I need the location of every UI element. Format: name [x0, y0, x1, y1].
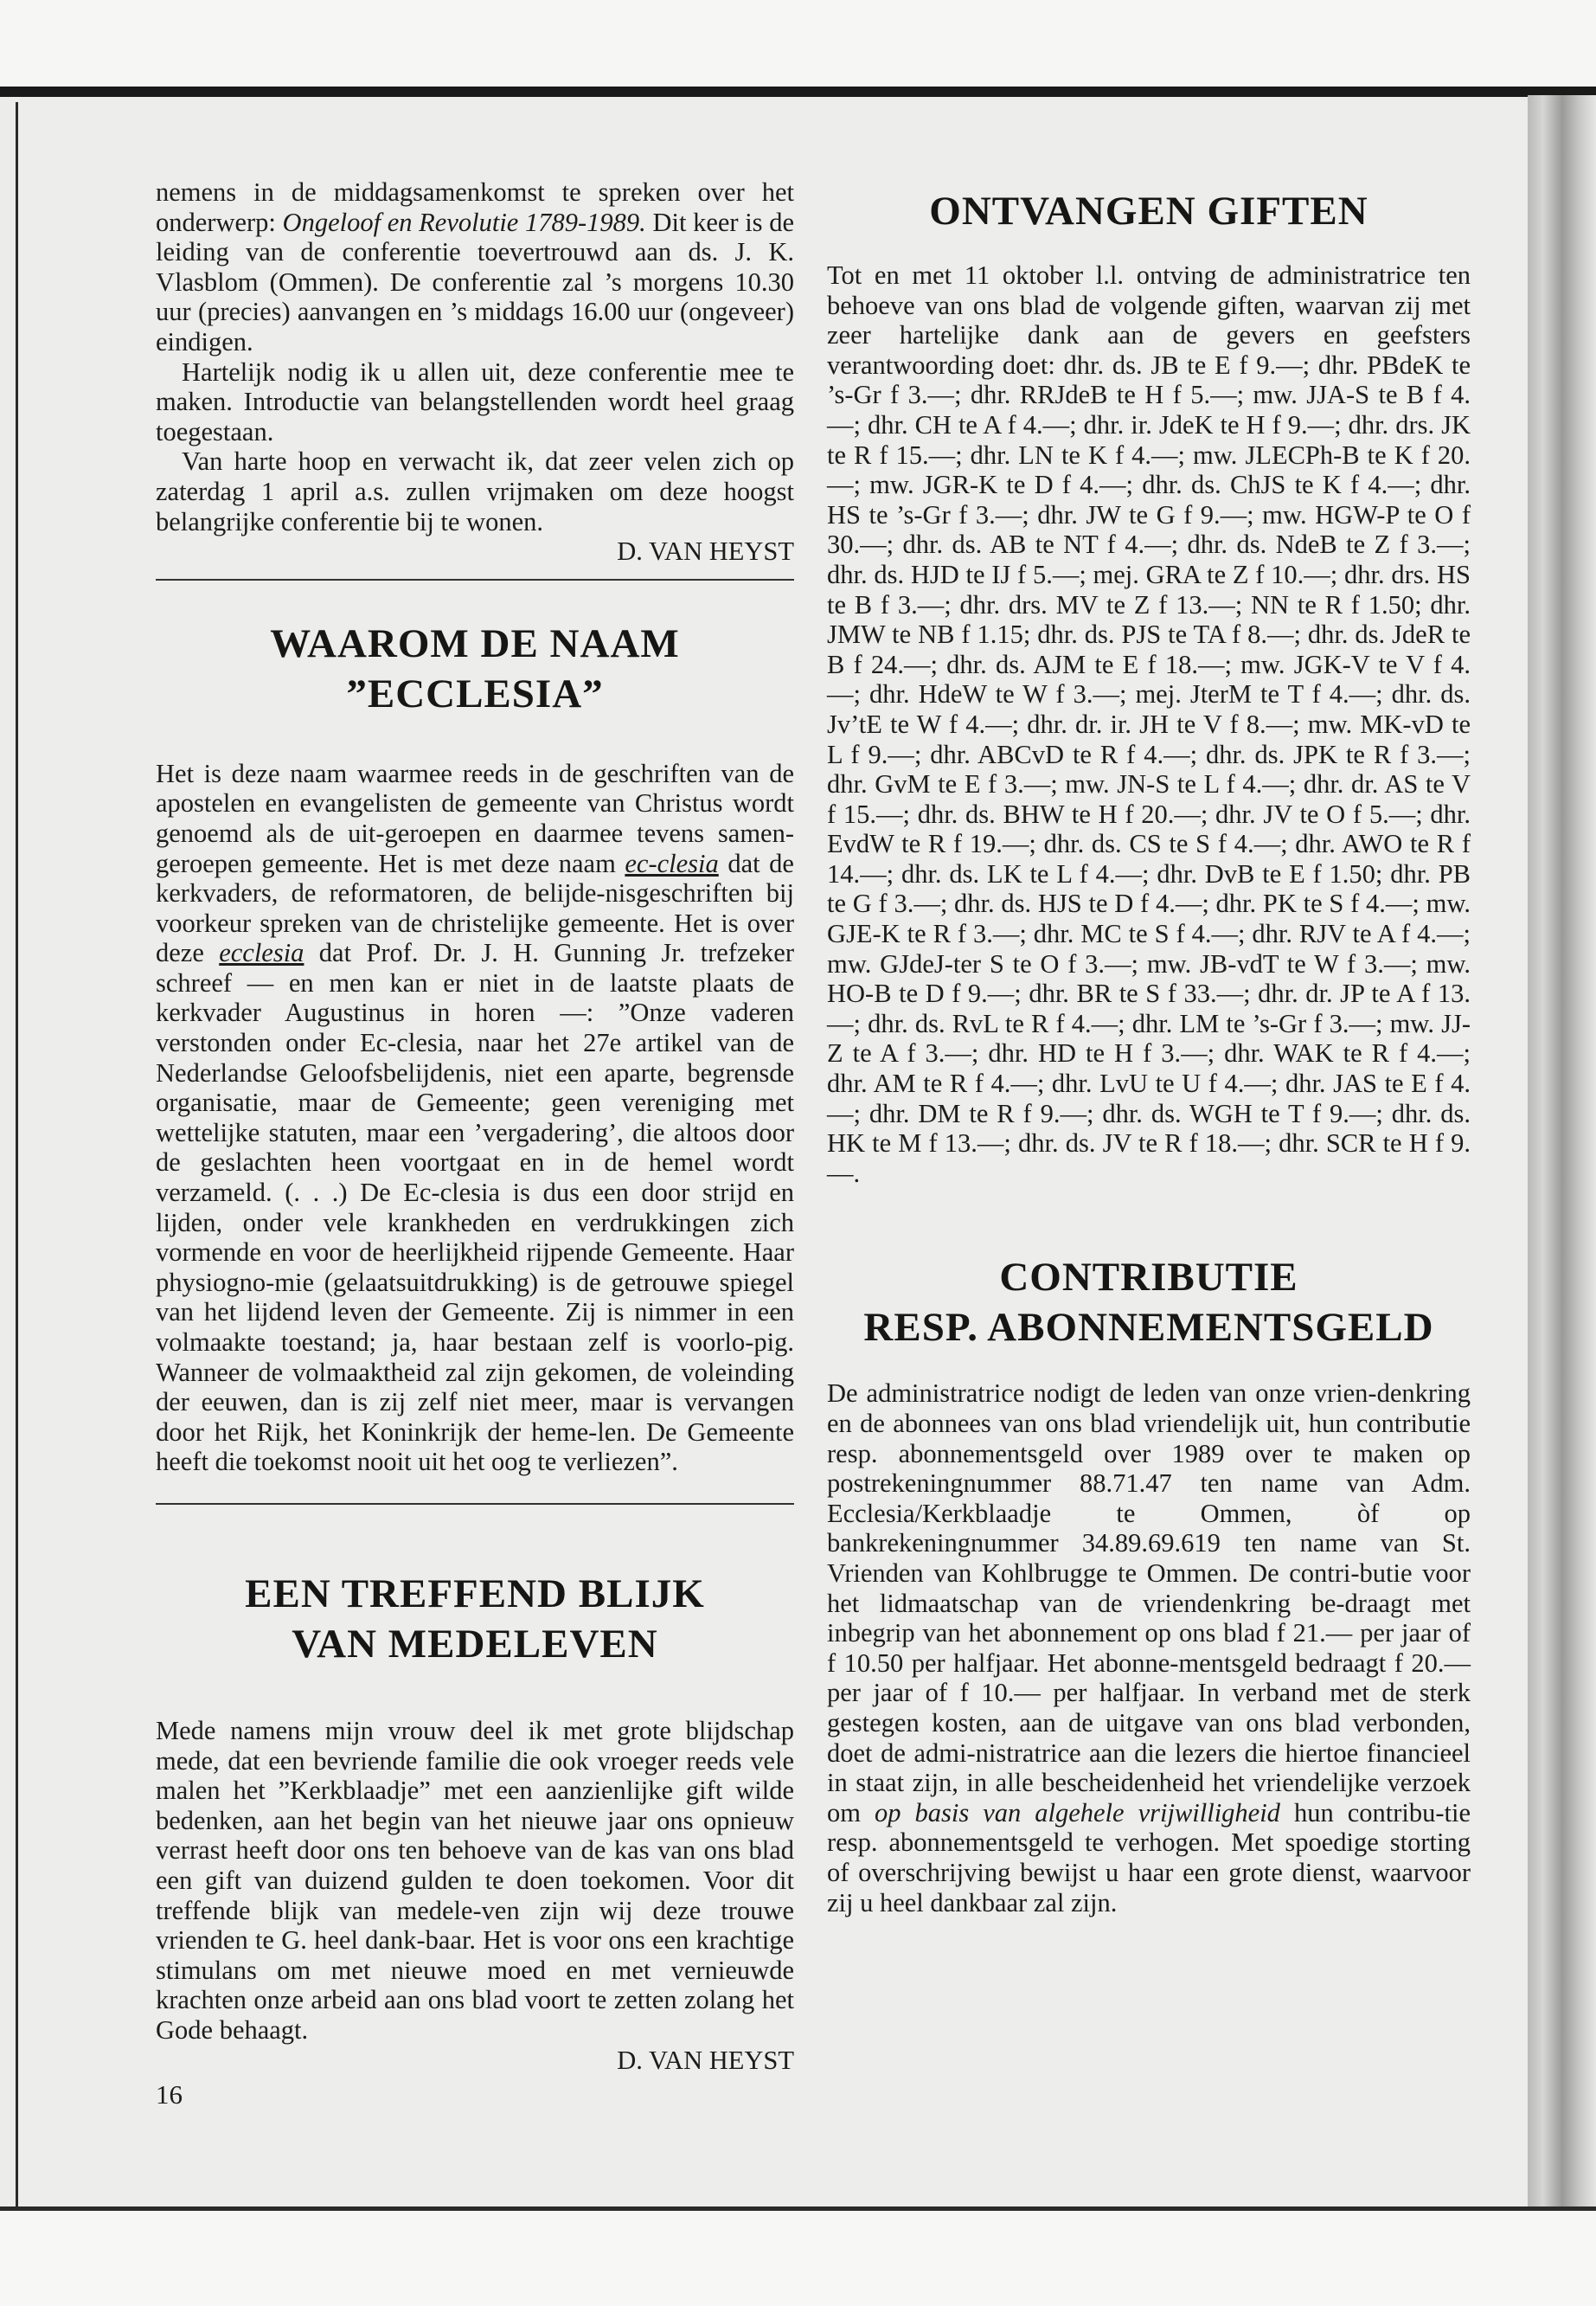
scan-top-border	[0, 0, 1596, 97]
intro-paragraph-3: Van harte hoop en verwacht ik, dat zeer velen zich op zaterdag 1 april a.s. zullen vrijmaken om deze hoogst belangrijke conferentie bij te wonen.	[156, 446, 794, 536]
ecclesia-italic-1: ec-clesia	[625, 848, 719, 878]
page-edge-shadow	[1528, 95, 1596, 2215]
scan-bottom-border	[0, 2206, 1596, 2306]
page-number: 16	[156, 2079, 183, 2110]
ontvangen-body: Tot en met 11 oktober l.l. ontving de administratrice ten behoeve van ons blad de volgende giften, waarvan zij met zeer hartelijke dank aan de gevers en geefsters verantwoording doet: dhr. ds. JB te E f 9.—; dhr. PBdeK te ’s-Gr f 3.—; dhr. RRJdeB te H f 5.—; mw. JJA-S te B f 4.—; dhr. CH te A f 4.—; dhr. ir. JdeK te H f 9.—; dhr. drs. JK te R f 15.—; dhr. LN te K f 4.—; mw. JLECPh-B te K f 20.—; mw. JGR-K te D f 4.—; dhr. ds. ChJS te K f 4.—; dhr. HS te ’s-Gr f 3.—; dhr. JW te G f 9.—; mw. HGW-P te O f 30.—; dhr. ds. AB te NT f 4.—; dhr. ds. NdeB te Z f 3.—; dhr. ds. HJD te IJ f 5.—; mej. GRA te Z f 10.—; dhr. drs. HS te B f 3.—; dhr. drs. MV te Z f 13.—; NN te R f 1.50; dhr. JMW te NB f 1.15; dhr. ds. PJS te TA f 8.—; dhr. ds. JdeR te B f 24.—; dhr. ds. AJM te E f 18.—; mw. JGK-V te V f 4.—; dhr. HdeW te W f 3.—; mej. JterM te T f 4.—; dhr. ds. Jv’tE te W f 4.—; dhr. dr. ir. JH te V f 8.—; mw. MK-vD te L f 9.—; dhr. ABCvD te R f 4.—; dhr. ds. JPK te R f 3.—; dhr. GvM te E f 3.—; mw. JN-S te L f 4.—; dhr. dr. AS te V f 15.—; dhr. ds. BHW te H f 20.—; dhr. JV te O f 5.—; dhr. EvdW te R f 19.—; dhr. ds. CS te S f 4.—; dhr. AWO te R f 14.—; dhr. ds. LK te L f 4.—; dhr. DvB te E f 1.50; dhr. PB te G f 3.—; dhr. ds. HJS te D f 4.—; dhr. PK te S f 4.—; mw. GJE-K te R f 3.—; dhr. MC te S f 4.—; dhr. RJV te A f 4.—; mw. GJdeJ-ter S te O f 3.—; mw. JB-vdT te W f 3.—; mw. HO-B te D f 9.—; dhr. BR te S f 33.—; dhr. dr. JP te A f 13.—; dhr. ds. RvL te R f 4.—; dhr. LM te ’s-Gr f 3.—; mw. JJ-Z te A f 3.—; dhr. HD te H f 3.—; dhr. WAK te R f 4.—; dhr. AM te R f 4.—; dhr. LvU te U f 4.—; dhr. JAS te E f 4.—; dhr. DM te R f 9.—; dhr. ds. WGH te T f 9.—; dhr. ds. HK te M f 13.—; dhr. ds. JV te R f 18.—; dhr. SCR te H f 9.—.	[827, 260, 1471, 1188]
waarom-body: Het is deze naam waarmee reeds in de geschriften van de apostelen en evangelisten de gemeente van Christus wordt genoemd als de uit-geroepen en daarmee tevens samen-geroepen gemeente. Het is met deze naam ec-clesia dat de kerkvaders, de reformatoren, de belijde-nisgeschriften bij voorkeur spreken van de christelijke gemeente. Het is over deze ecclesia dat Prof. Dr. J. H. Gunning Jr. trefzeker schreef — en men kan er niet in de laatste plaats de kerkvader Augustinus in horen —: ”Onze vaderen verstonden onder Ec-clesia, naar het 27e artikel van de Nederlandse Geloofsbelijdenis, niet een aparte, begrensde organisatie, maar de Gemeente; geen vereniging met wettelijke statuten, maar een ’vergadering’, die altoos door de geslachten heen voortgaat en in de hemel wordt verzameld. (. . .) De Ec-clesia is dus een door strijd en lijden, onder vele krankheden en verdrukkingen zich vormende en voor de heerlijkheid rijpende Gemeente. Haar physiogno-mie (gelaatsuitdrukking) is de getrouwe spiegel van het lijdend leven der Gemeente. Zij is nimmer in een volmaakte toestand; ja, haar bestaan zelf is voorlo-pig. Wanneer de volmaaktheid zal zijn gekomen, de voleinding der eeuwen, dan is zij zelf niet meer, maar is vervangen door het Rijk, het Koninkrijk der heme-len. De Gemeente heeft die toekomst nooit uit het oog te verliezen”.	[156, 758, 794, 1477]
treffend-signature: D. VAN HEYST	[617, 2045, 794, 2075]
treffend-body: Mede namens mijn vrouw deel ik met grote blijdschap mede, dat een bevriende familie die ook vroeger reeds vele malen het ”Kerkblaadje” met een aanzienlijke gift wilde bedenken, aan het begin van het nieuwe jaar ons opnieuw verrast heeft door ons ten behoeve van de kas van ons blad een gift van duizend gulden te doen toekomen. Voor dit treffende blijk van medele-ven zijn wij deze trouwe vrienden te G. heel dank-baar. Het is voor ons een krachtige stimulans om met nieuwe moed en met vernieuwde krachten onze arbeid aan ons blad voort te zetten zolang het Gode behaagt.	[156, 1715, 794, 2045]
contributie-heading: CONTRIBUTIE RESP. ABONNEMENTSGELD	[863, 1255, 1434, 1351]
right-column	[827, 177, 1471, 1917]
ontvangen-heading: ONTVANGEN GIFTEN	[929, 189, 1368, 234]
section-divider	[156, 1503, 794, 1505]
intro-paragraph-2: Hartelijk nodig ik u allen uit, deze conferentie mee te maken. Introductie van belangstellenden wordt heel graag toegestaan.	[156, 356, 794, 446]
waarom-heading: WAAROM DE NAAM ”ECCLESIA”	[270, 620, 680, 716]
contributie-body: De administratrice nodigt de leden van onze vrien-denkring en de abonnees van ons blad vriendelijk uit, hun contributie resp. abonnementsgeld over 1989 over te maken op postrekeningnummer 88.71.47 ten name van Adm. Ecclesia/Kerkblaadje te Ommen, òf op bankrekeningnummer 34.89.69.619 ten name van St. Vrienden van Kohlbrugge te Ommen. De contri-butie voor het lidmaatschap van de vriendenkring be-draagt met inbegrip van het abonnement op ons blad f 21.— per jaar of f 10.50 per halfjaar. Het abonne-mentsgeld bedraagt f 20.— per jaar of f 10.— per halfjaar. In verband met de sterk gestegen kosten, aan de uitgave van ons blad verbonden, doet de admi-nistratrice aan die lezers die hiertoe financieel in staat zijn, in alle bescheidenheid het vriendelijke verzoek om op basis van algehele vrijwilligheid hun contribu-tie resp. abonnementsgeld te verhogen. Met spoedige storting of overschrijving bewijst u haar een grote dienst, waarvoor zij u heel dankbaar zal zijn.	[827, 1378, 1471, 1917]
intro-topic: Ongeloof en Revolutie 1789-1989.	[282, 207, 646, 237]
intro-signature: D. VAN HEYST	[617, 536, 794, 567]
left-column	[156, 177, 794, 2075]
ecclesia-italic-2: ecclesia	[219, 938, 304, 968]
section-divider	[156, 579, 794, 581]
intro-paragraph-1: nemens in de middagsamenkomst te spreken over het onderwerp: Ongeloof en Revolutie 1789-1989. Dit keer is de leiding van de conferentie toevertrouwd aan ds. J. K. Vlasblom (Ommen). De conferentie zal ’s morgens 10.30 uur (precies) aanvangen en ’s middags 16.00 uur (ongeveer) eindigen.	[156, 177, 794, 356]
vrijwilligheid-italic: op basis van algehele vrijwilligheid	[874, 1797, 1280, 1827]
treffend-heading: EEN TREFFEND BLIJK VAN MEDELEVEN	[245, 1571, 705, 1667]
